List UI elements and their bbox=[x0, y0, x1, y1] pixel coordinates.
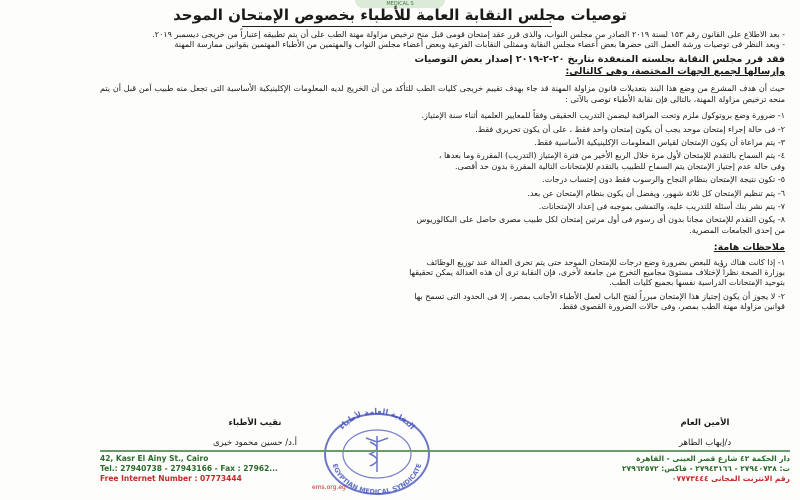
letterhead-logo: MEDICAL S bbox=[355, 0, 445, 8]
footer-phones-en: Tel.: 27940738 - 27943166 - Fax : 27962... bbox=[100, 464, 278, 474]
svg-text:النقابة العامة لأطباء bbox=[337, 407, 417, 432]
footer-arabic bbox=[530, 454, 790, 484]
notes-heading: ملاحظات هامة: bbox=[713, 242, 785, 254]
letterhead-footer bbox=[100, 450, 790, 490]
recommendation-6: ٦- يتم تنظيم الإمتحان كل ثلاثة شهور، ويفضل أن يكون بنظام الإمتحان عن بعد. bbox=[527, 188, 785, 198]
footer-english bbox=[100, 454, 300, 484]
context-paragraph: حيث أن هدف المشرع من وضع هذا البند بتعديلات قانون مزاولة المهنة قد جاء بهدف تقييم خريجى كليات الطب للتأكد من أن الخريج لديه المعلومات الإكلينيكية الأساسية التى تجعل منه طبيب آمن قبل أن يتم منحه ترخيص مزاولة المهنة، بالتالى فإن نقابة الأطباء توصى بالآتى : bbox=[100, 84, 785, 104]
note-1-line-2: بوزارة الصحة نظراً لإختلاف مستوىً مجاميع التخرج من جامعة لأخرى، فإن النقابة ترى أن هذه العدالة يمكن تحقيقها bbox=[409, 267, 785, 277]
note-2-line-2: قوانين مزاولة مهنة الطب بمصر، وفى حالات الضرورة القصوى فقط. bbox=[559, 302, 785, 312]
recommendation-5: ٥- تكون نتيجة الإمتحان بنظام النجاح والرسوب فقط دون إحتساب درجات. bbox=[542, 175, 785, 185]
recommendation-1: ١- ضرورة وضع بروتوكول ملزم وتحت المراقبة ليضمن التدريب الحقيقى وفقاً للمعايير العلمية أثناء سنة الإمتياز. bbox=[421, 111, 785, 121]
note-2-line-1: ٢- لا يجوز أن يكون إجتياز هذا الإمتحان مبرراً لفتح الباب لعمل الأطباء الأجانب بمصر، إلا فى الحدود التى تسمح بها bbox=[414, 291, 785, 301]
signature-title: نقيب الأطباء bbox=[228, 418, 282, 428]
recommendation-7: ٧- يتم نشر بنك أسئلة للتدريب عليه، والتمشى بموجبه فى إعداد الإمتحانات. bbox=[538, 201, 785, 211]
footer-hotline-ar: رقم الانترنت المجانى ٠٧٧٧٣٤٤٤ bbox=[671, 474, 790, 484]
document-title: توصيات مجلس النقابة العامة للأطباء بخصوص الإمتحان الموحد bbox=[173, 6, 627, 24]
recommendation-8-line-2: من إحدى الجامعات المصرية. bbox=[689, 225, 785, 235]
recommendation-2: ٢- فى حالة إجراء إمتحان موحد يجب أن يكون إمتحان واحد فقط ، على أن يكون تحريرى فقط. bbox=[475, 124, 785, 134]
signature-name: د/إيهاب الطاهر bbox=[678, 438, 732, 448]
signature-area bbox=[110, 418, 780, 454]
intro-paragraph-2: - وبعد النظر فى توصيات ورشة العمل التى حضرها بعض أعضاء مجلس النقابة وممثلى النقابات الفرعية وبعض أعضاء مجلس النواب والمهتمين من الأطباء المهتمين بقوانين ممارسة المهنة bbox=[174, 40, 785, 50]
intro-paragraph-1: - بعد الاطلاع على القانون رقم ١٥٣ لسنة ٢٠١٩ الصادر من مجلس النواب، والذى قرر عقد إمتحان قومى قبل منح ترخيص مزاولة مهنة الطب على أن يتم تطبيقه إعتباراً من خريجى ديسمبر ٢٠١٩. bbox=[152, 30, 785, 39]
stamp-arabic-text: النقابة العامة لأطباء bbox=[337, 406, 417, 432]
footer-address-en: 42, Kasr El Ainy St., Cairo bbox=[100, 454, 209, 463]
syndicate-head-signature bbox=[190, 418, 320, 448]
note-1-line-1: ١- إذا كانت هناك رؤية للبعض بضرورة وضع درجات للإمتحان الموحد حتى يتم تحرى العدالة عند توزيع الوظائف bbox=[426, 257, 785, 267]
recommendation-4-line-1: ٤- يتم السماح بالتقدم للإمتحان لأول مرة خلال الربع الأخير من فترة الإمتياز (التدريب) المقررة وما بعدها ، bbox=[438, 151, 785, 161]
footer-phones-ar: ت: ٢٧٩٤٠٧٣٨ - ٢٧٩٤٣١٦٦ - فاكس: ٢٧٩٦٢٥٧٢ bbox=[621, 464, 790, 474]
signature-title: الأمين العام bbox=[680, 418, 730, 428]
decision-line-2: وإرسالها لجميع الجهات المختصة، وهى كالتالى: bbox=[565, 66, 785, 78]
recommendation-3: ٣- يتم مراعاة أن يكون الإمتحان لقياس المعلومات الإكلينيكية الأساسية فقط. bbox=[534, 138, 785, 148]
secretary-general-signature bbox=[640, 418, 770, 448]
decision-line-1: فقد قرر مجلس النقابة بجلسته المنعقدة بتاريخ ٢٠-٢-٢٠١٩ إصدار بعض التوصيات bbox=[414, 53, 785, 65]
footer-address-ar: دار الحكمة ٤٢ شارع قصر العينى - القاهرة bbox=[636, 454, 790, 463]
stamp-english-text: EGYPTIAN MEDICAL SYNDICATE bbox=[330, 462, 424, 496]
note-1-line-3: بتوحيد الإمتحانات الدراسية نفسها بجميع كليات الطب. bbox=[609, 278, 785, 288]
recommendation-8-line-1: ٨- يكون التقدم للإمتحان مجانا بدون أى رسوم فى أول مرتين إمتحان لكل طبيب مصرى حاصل على البكالوريوس bbox=[416, 215, 785, 225]
signature-name: أ.د/ حسين محمود خيرى bbox=[213, 438, 297, 448]
footer-hotline-en: Free Internet Number : 07773444 bbox=[100, 474, 242, 484]
recommendation-4-line-2: وفى حالة عدم إجتياز الإمتحان يتم السماح للطبيب بالتقدم للإمتحانات التالية المقررة بدون حد أقصى. bbox=[455, 161, 785, 171]
title-underline bbox=[242, 26, 552, 27]
document-body bbox=[100, 30, 785, 312]
footer-website: ems.org.eg bbox=[312, 484, 346, 491]
